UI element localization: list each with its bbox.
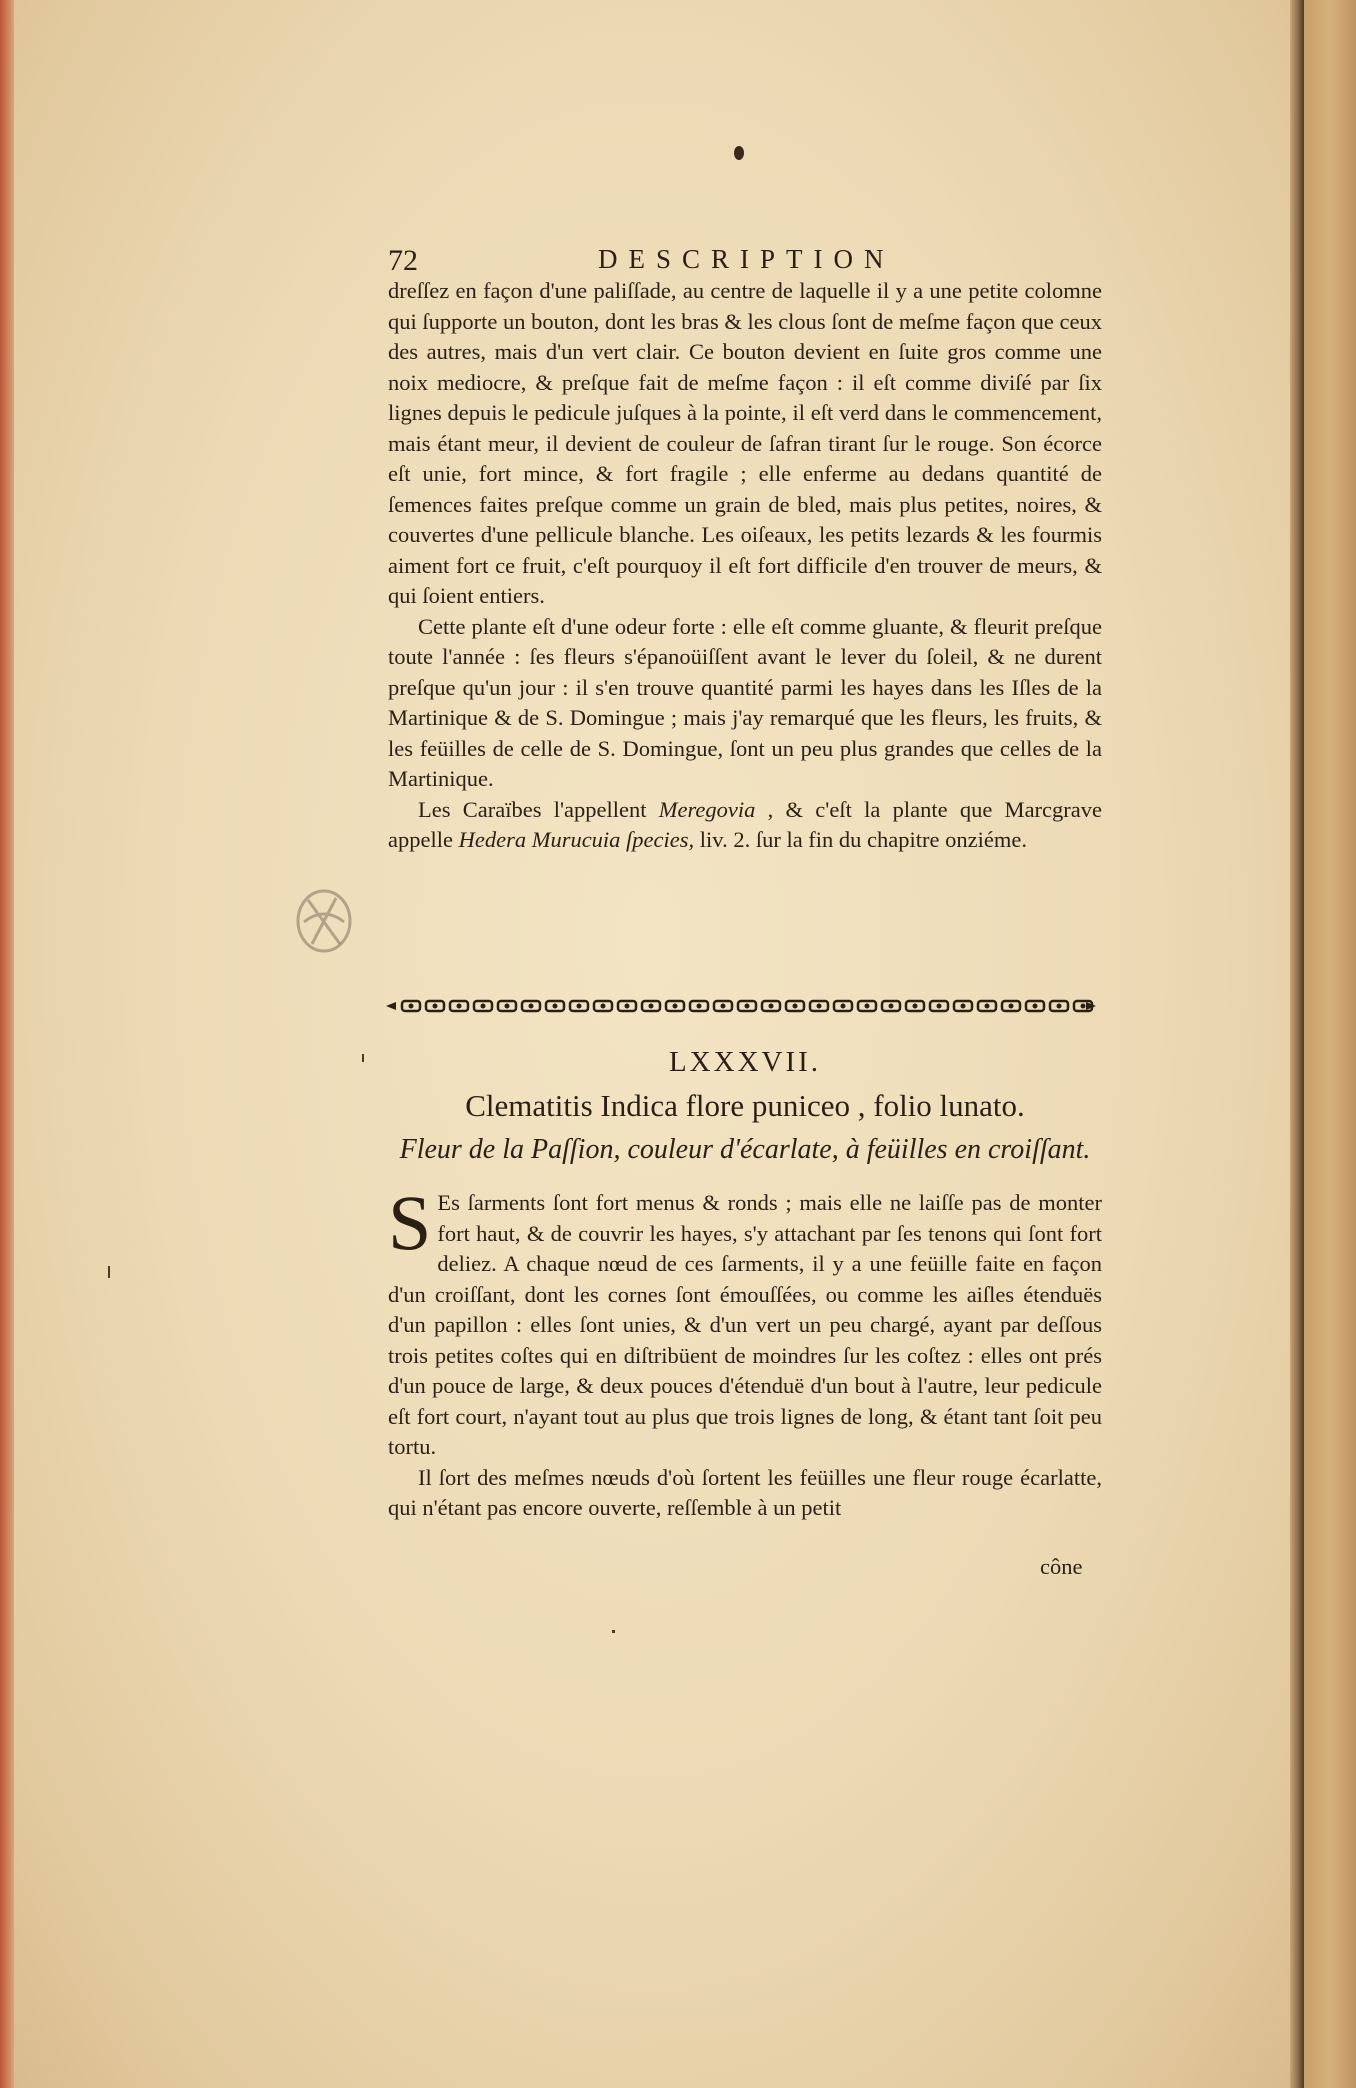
ornament-dot bbox=[769, 1004, 774, 1009]
paragraph-stems-leaves bbox=[388, 1179, 1102, 1463]
catchword: cône bbox=[1040, 1554, 1083, 1579]
paragraph-flower: Il ſort des meſmes nœuds d'où ſortent les feüilles une fleur rouge écarlatte, qui n'étant pas encore ouverte, reſſemble à un petit bbox=[388, 1464, 1102, 1520]
paragraph-names bbox=[388, 795, 1102, 856]
section-number: LXXXVII. bbox=[668, 1046, 822, 1078]
latin-plant-title: Clematitis Indica flore puniceo , folio lunato. bbox=[465, 1088, 1025, 1123]
ornament-dot bbox=[409, 1004, 414, 1009]
ornament-dot bbox=[625, 1004, 630, 1009]
ornament-dot bbox=[889, 1004, 894, 1009]
ornament-dot bbox=[673, 1004, 678, 1009]
french-plant-title: Fleur de la Paſſion, couleur d'écarlate, à feüilles en croiſſant. bbox=[399, 1134, 1091, 1165]
ornament-dot bbox=[1057, 1004, 1062, 1009]
ornament-dot bbox=[577, 1004, 582, 1009]
ornament-dot bbox=[553, 1004, 558, 1009]
ornament-dot bbox=[481, 1004, 486, 1009]
ornament-dot bbox=[529, 1004, 534, 1009]
decorative-divider bbox=[382, 996, 1100, 1016]
paper-speck bbox=[362, 1054, 364, 1062]
library-stamp-monogram bbox=[292, 886, 356, 956]
marcgrave-name: Hedera Murucuia ſpecies, bbox=[458, 827, 695, 852]
paragraph-fruit-description: dreſſez en façon d'une paliſſade, au centre de laquelle il y a une petite colomne qui ſupporte un bouton, dont les bras & les clous ſont de meſme façon que ceux des autres, mais d'un vert clair. Ce bouton devient en ſuite gros comme une noix mediocre, & preſque fait de meſme façon : il eſt comme diviſé par ſix lignes depuis le pedicule juſques à la pointe, il eſt verd dans le commencement, mais étant meur, il devient de couleur de ſafran tirant ſur le rouge. Son écorce eſt unie, fort mince, & fort fragile ; elle enferme au dedans quantité de ſemences faites preſque comme un grain de bled, mais plus petites, noires, & couvertes d'une pellicule blanche. Les oiſeaux, les petits lezards & les fourmis aiment fort ce fruit, c'eſt pourquoy il eſt fort difficile d'en trouver de meurs, & qui ſoient entiers. bbox=[388, 278, 1102, 608]
ornament-dot bbox=[697, 1004, 702, 1009]
ornament-dot bbox=[433, 1004, 438, 1009]
page-number: 72 bbox=[388, 244, 418, 277]
ornament-dot bbox=[913, 1004, 918, 1009]
text-block-clematitis bbox=[388, 1179, 1102, 1524]
paragraph-odor-flowering: Cette plante eſt d'une odeur forte : elle eſt comme gluante, & fleurit preſque toute l'année : ſes fleurs s'épanoüiſſent avant le lever du ſoleil, & ne durent preſque qu'un jour : il s'en trouve quantité parmi les hayes dans les Iſles de la Martinique & de S. Domingue ; mais j'ay remarqué que les fleurs, les fruits, & les feüilles de celle de S. Domingue, ſont un peu plus grandes que celles de la Martinique. bbox=[388, 613, 1102, 791]
paper-speck bbox=[108, 1266, 110, 1278]
ornament-dot bbox=[1081, 1004, 1086, 1009]
drop-cap: S bbox=[388, 1179, 432, 1266]
ornament-dot bbox=[793, 1004, 798, 1009]
running-title: DESCRIPTION bbox=[598, 244, 895, 274]
ornament-dot bbox=[937, 1004, 942, 1009]
stems-leaves-text: Es ſarments ſont fort menus & ronds ; mais elle ne laiſſe pas de monter fort haut, & de couvrir les hayes, s'y attachant par ſes tenons qui ſont fort deliez. A chaque nœud de ces ſarments, il y a une feüille faite en façon d'un croiſſant, dont les cornes ſont émouſſées, ou comme les aiſles étenduës d'un papillon : elles ſont unies, & d'un vert un peu chargé, ayant par deſſous trois petites coſtes qui en diſtribüent de moindres ſur les coſtez : elles ont prés d'un pouce de large, & deux pouces d'étenduë d'un bout à l'autre, leur pedicule eſt fort court, n'ayant tout au plus que trois lignes de long, & étant tant ſoit peu tortu. bbox=[388, 1190, 1102, 1459]
ornament-dot bbox=[865, 1004, 870, 1009]
text-block-continuation bbox=[388, 276, 1102, 856]
carib-name: Meregovia bbox=[658, 796, 756, 822]
names-text-mid: , & c'eſt la plante que Marcgrave appelle bbox=[388, 796, 1102, 852]
ornament-dot bbox=[985, 1004, 990, 1009]
adjacent-page-edge bbox=[1304, 0, 1356, 2088]
ornament-dot bbox=[721, 1004, 726, 1009]
ornament-dot bbox=[1009, 1004, 1014, 1009]
red-page-edge bbox=[0, 0, 14, 2088]
paper-speck bbox=[612, 1630, 615, 1633]
ornament-dot bbox=[961, 1004, 966, 1009]
ornament-dot bbox=[601, 1004, 606, 1009]
ornament-dot bbox=[505, 1004, 510, 1009]
names-text-start: Les Caraïbes l'appellent bbox=[418, 796, 659, 822]
names-text-end: liv. 2. ſur la fin du chapitre onziéme. bbox=[694, 827, 1027, 852]
ornament-dot bbox=[1033, 1004, 1038, 1009]
ornament-dot bbox=[817, 1004, 822, 1009]
page-gutter-shadow bbox=[1290, 0, 1304, 2088]
ornament-dot bbox=[841, 1004, 846, 1009]
ornament-dot bbox=[745, 1004, 750, 1009]
ink-blot bbox=[734, 146, 744, 160]
ornament-dot bbox=[457, 1004, 462, 1009]
ornament-dot bbox=[649, 1004, 654, 1009]
